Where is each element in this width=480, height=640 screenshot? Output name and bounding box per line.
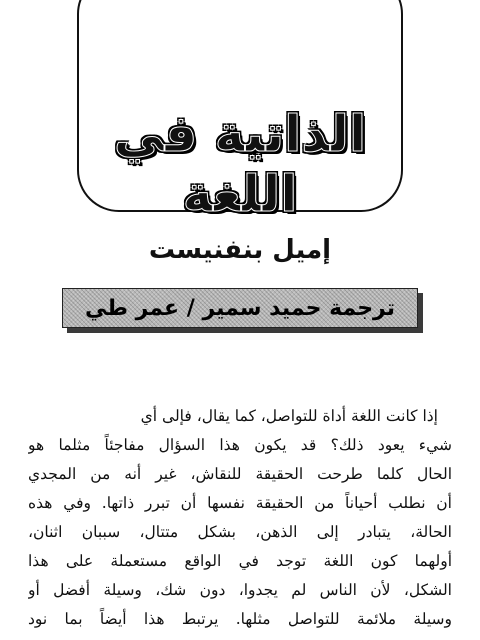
translator-banner	[62, 288, 418, 328]
text-line: شيء يعود ذلك؟ قد يكون هذا السؤال مفاجئاً مثلما هو	[28, 436, 452, 454]
body-paragraph	[28, 402, 452, 634]
translator-credit: ترجمة حميد سمير / عمر طي	[84, 295, 395, 321]
text-line: الحالة، يتبادر إلى الذهن، بشكل متتال، سببان اثنان،	[28, 523, 452, 541]
text-line: أولهما كون اللغة توجد في الواقع مستعملة على هذا	[28, 552, 452, 570]
text-line: إذا كانت اللغة أداة للتواصل، كما يقال، فإلى أي	[140, 407, 438, 425]
text-line: الحال كلما طرحت الحقيقة للنقاش، غير أنه من المجدي	[28, 465, 452, 483]
author-name: إميل بنفنيست	[148, 235, 332, 265]
text-line: وسيلة ملائمة للتواصل مثلها. يرتبط هذا أيضاً بما نود	[28, 610, 452, 628]
text-line: الشكل، لأن الناس لم يجدوا، دون شك، وسيلة أفضل أو	[28, 581, 452, 599]
book-title: الذاتية في اللغة	[113, 105, 367, 223]
text-line: أن نطلب أحياناً من الحقيقة نفسها أن تبرر ذاتها. وفي هذه	[28, 494, 452, 512]
